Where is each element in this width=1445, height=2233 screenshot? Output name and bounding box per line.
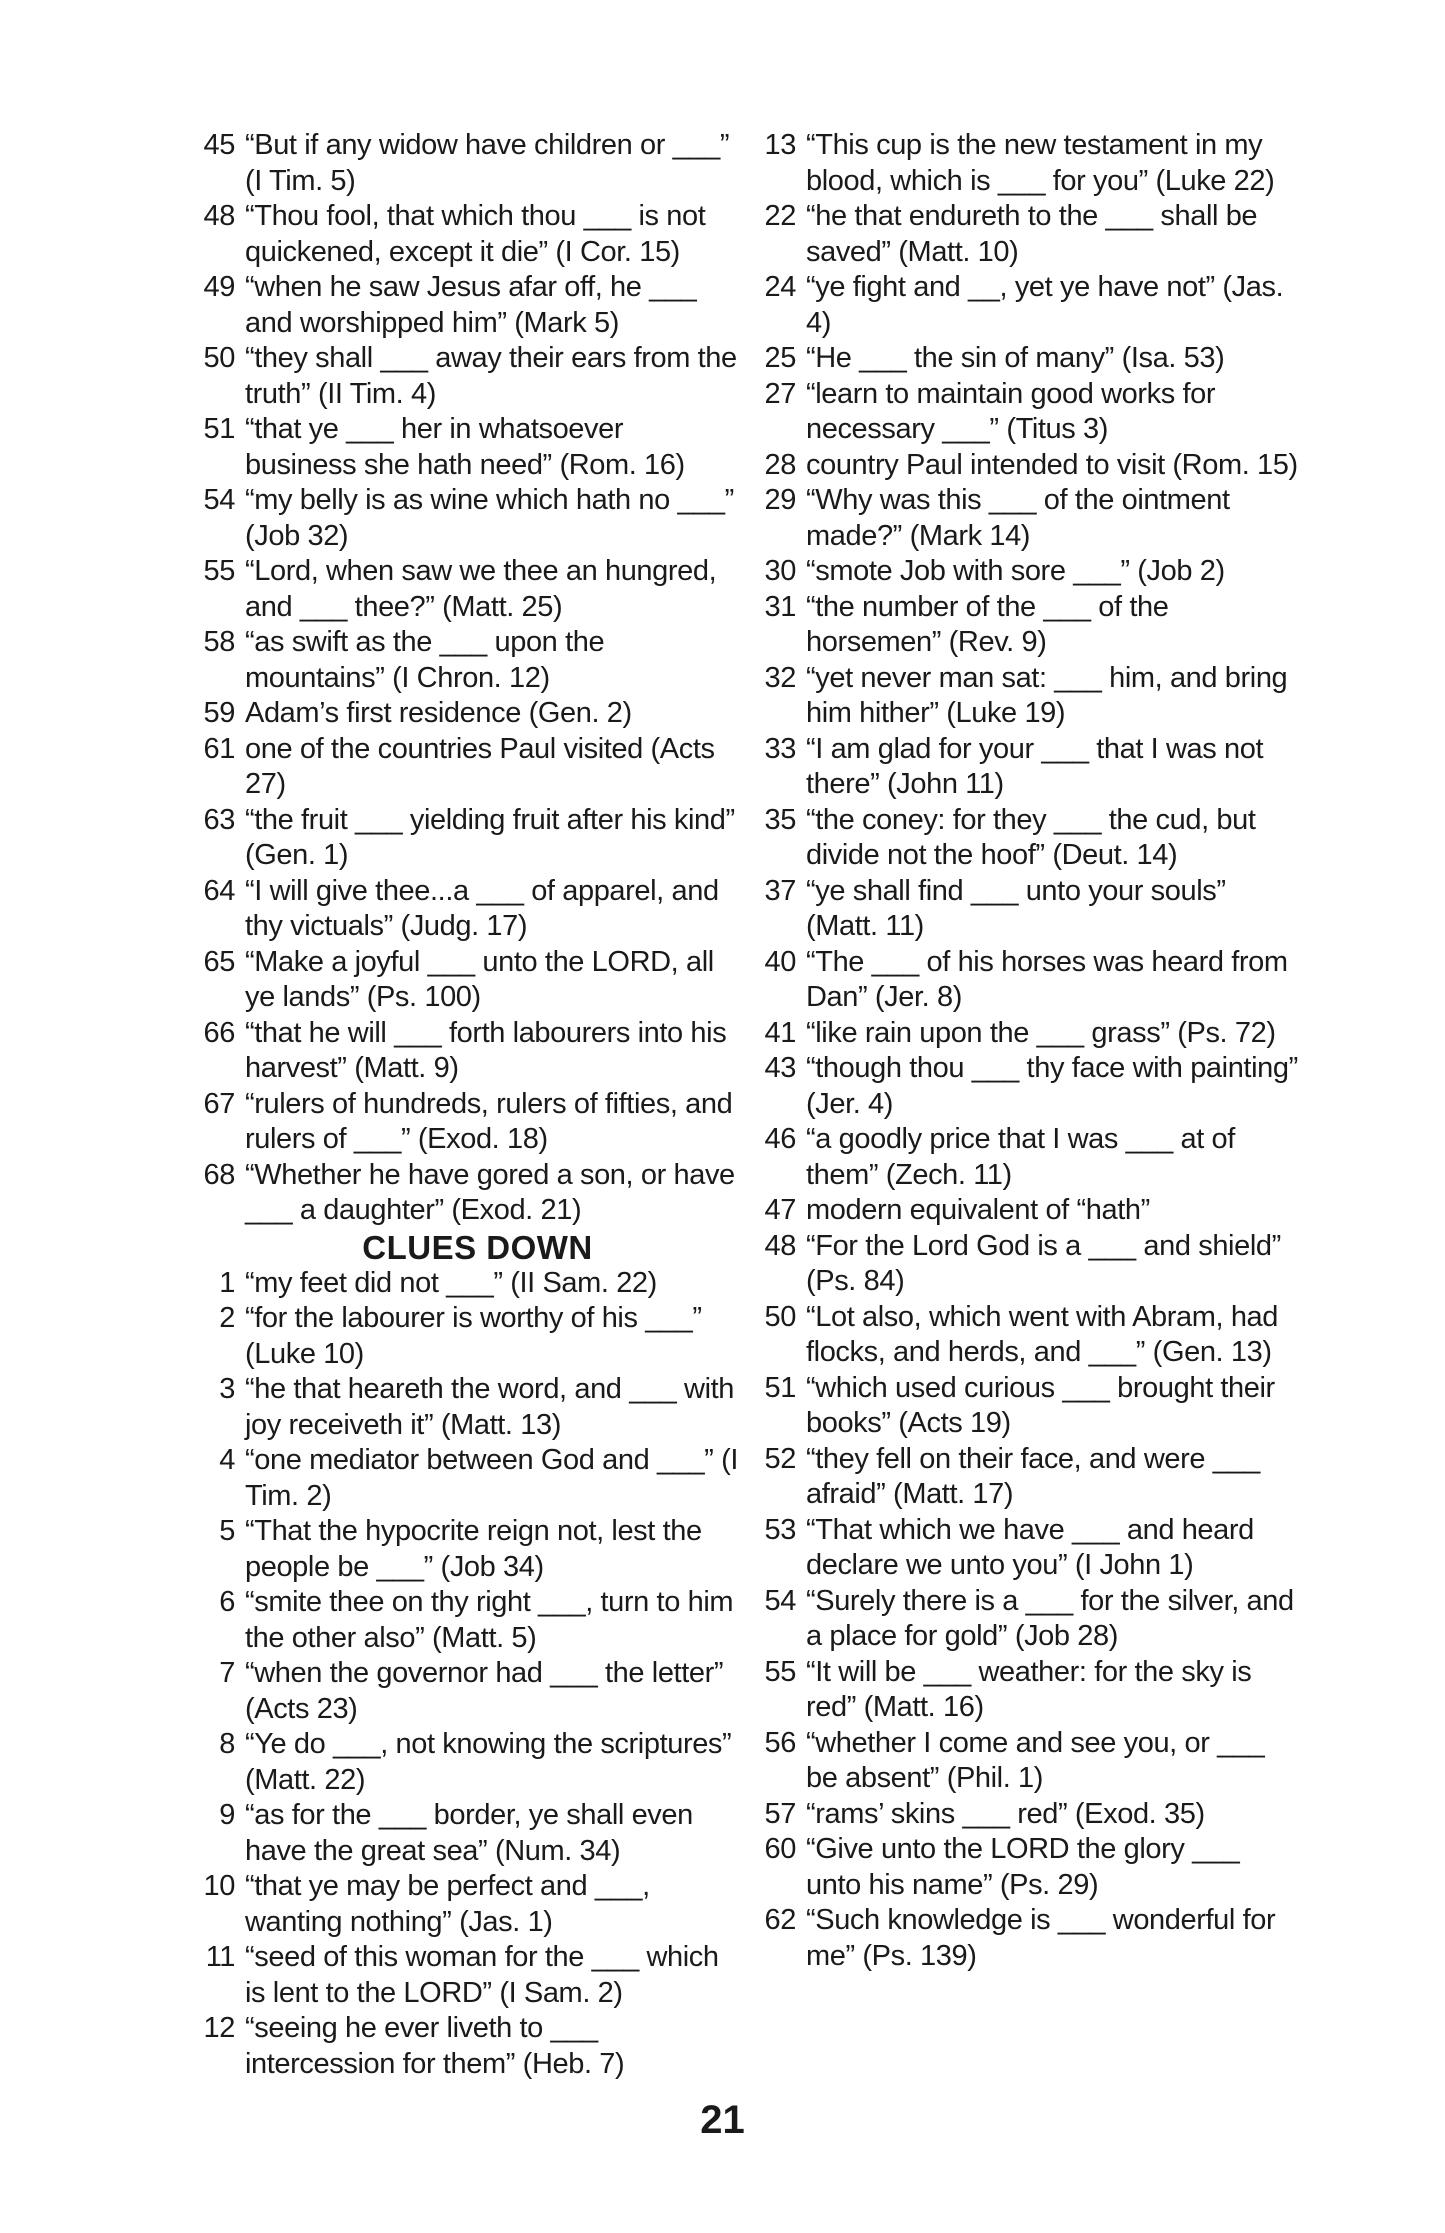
clue-number: 48 (203, 200, 235, 232)
clue-item (195, 945, 740, 1016)
clue-item (760, 554, 1300, 590)
clue-number: 61 (203, 732, 235, 765)
clue-item (195, 1727, 740, 1798)
clue-text: “smite thee on thy right ___, turn to him the other also” (Matt. 5) (245, 1586, 734, 1654)
clue-text: “seed of this woman for the ___ which is lent to the LORD” (I Sam. 2) (245, 1941, 719, 2009)
clue-text: “rulers of hundreds, rulers of fifties, and rulers of ___” (Exod. 18) (245, 1087, 733, 1155)
clue-item (195, 803, 740, 874)
clue-item (760, 1903, 1300, 1974)
clue-number: 33 (764, 732, 796, 765)
clue-item (760, 803, 1300, 874)
clue-text: “Thou fool, that which thou ___ is not quickened, except it die” (I Cor. 15) (245, 200, 706, 268)
clue-number: 50 (764, 1300, 796, 1333)
clue-item (195, 1301, 740, 1372)
clue-text: “my feet did not ___” (II Sam. 22) (245, 1266, 657, 1299)
clue-item (760, 199, 1300, 270)
clue-item (760, 1655, 1300, 1726)
clue-number: 51 (764, 1371, 796, 1404)
clue-text: “he that heareth the word, and ___ with joy receiveth it” (Matt. 13) (245, 1373, 735, 1441)
clue-number: 4 (219, 1444, 235, 1476)
clue-text: “ye shall find ___ unto your souls” (Matt. 11) (806, 874, 1226, 942)
clue-number: 65 (203, 945, 235, 978)
clue-text: “though thou ___ thy face with painting” (Jer. 4) (806, 1052, 1298, 1120)
clue-number: 54 (764, 1584, 796, 1617)
page-number: 21 (700, 2098, 745, 2142)
clue-number: 29 (764, 484, 796, 516)
clue-number: 1 (219, 1266, 235, 1299)
clue-item (760, 590, 1300, 661)
clue-text: “But if any widow have children or ___” (I Tim. 5) (245, 129, 730, 197)
down-clues (195, 1266, 740, 2083)
clue-number: 53 (764, 1513, 796, 1546)
clue-number: 55 (764, 1655, 796, 1688)
clue-number: 50 (203, 342, 235, 374)
clue-text: “that he will ___ forth labourers into his harvest” (Matt. 9) (245, 1016, 727, 1084)
clue-item (195, 1266, 740, 1302)
clue-item (195, 1656, 740, 1727)
clue-number: 6 (219, 1586, 235, 1618)
clue-text: “they fell on their face, and were ___ afraid” (Matt. 17) (806, 1442, 1260, 1510)
clue-item (195, 341, 740, 412)
clue-item (195, 1940, 740, 2011)
clue-text: “Lord, when saw we thee an hungred, and ___ thee?” (Matt. 25) (245, 555, 717, 623)
clue-text: “Make a joyful ___ unto the LORD, all ye lands” (Ps. 100) (245, 945, 714, 1013)
clue-text: “The ___ of his horses was heard from Dan” (Jer. 8) (806, 945, 1288, 1013)
clue-text: “Such knowledge is ___ wonderful for me” (Ps. 139) (806, 1904, 1276, 1972)
clue-text: “Give unto the LORD the glory ___ unto his name” (Ps. 29) (806, 1833, 1240, 1901)
clue-text: “Ye do ___, not knowing the scriptures” (Matt. 22) (245, 1728, 732, 1796)
clue-item (760, 1442, 1300, 1513)
clue-text: “they shall ___ away their ears from the truth” (II Tim. 4) (245, 342, 737, 410)
clue-number: 30 (764, 555, 796, 587)
clue-item (195, 696, 740, 732)
clue-item (760, 1513, 1300, 1584)
clue-text: “when the governor had ___ the letter” (Acts 23) (245, 1657, 724, 1725)
clue-number: 46 (764, 1123, 796, 1155)
clue-item (195, 1443, 740, 1514)
clue-text: “yet never man sat: ___ him, and bring him hither” (Luke 19) (806, 661, 1288, 729)
clue-item (195, 128, 740, 199)
clue-number: 64 (203, 874, 235, 907)
clue-number: 3 (219, 1373, 235, 1405)
clue-item (760, 448, 1300, 484)
clue-number: 52 (764, 1442, 796, 1475)
clue-item (760, 483, 1300, 554)
clue-number: 37 (764, 874, 796, 907)
clue-number: 51 (203, 413, 235, 445)
clue-number: 24 (764, 271, 796, 303)
clue-number: 62 (764, 1904, 796, 1936)
clue-number: 32 (764, 661, 796, 694)
clue-number: 60 (764, 1833, 796, 1865)
clue-item (195, 1585, 740, 1656)
clue-number: 54 (203, 484, 235, 516)
clue-item (760, 874, 1300, 945)
clue-text: “the number of the ___ of the horsemen” (Rev. 9) (806, 590, 1169, 658)
clue-text: “learn to maintain good works for necessary ___” (Titus 3) (806, 377, 1216, 445)
clue-number: 11 (205, 1941, 235, 1973)
clue-number: 63 (203, 803, 235, 836)
clue-item (760, 1371, 1300, 1442)
clue-number: 31 (764, 590, 796, 623)
clue-number: 41 (764, 1016, 796, 1049)
clue-text: “that ye may be perfect and ___, wanting nothing” (Jas. 1) (245, 1870, 650, 1938)
clue-item (760, 945, 1300, 1016)
clue-item (195, 412, 740, 483)
clue-number: 22 (764, 200, 796, 232)
clue-text: “Why was this ___ of the ointment made?” (Mark 14) (806, 484, 1230, 552)
clue-number: 68 (203, 1158, 235, 1191)
right-column (760, 128, 1300, 1974)
clue-item (760, 1832, 1300, 1903)
clue-number: 12 (203, 2012, 235, 2044)
clue-text: “He ___ the sin of many” (Isa. 53) (806, 342, 1225, 374)
clue-item (195, 1869, 740, 1940)
clue-text: “Whether he have gored a son, or have ___ a daughter” (Exod. 21) (245, 1158, 735, 1226)
clue-number: 13 (764, 129, 796, 161)
clue-item (195, 625, 740, 696)
clue-item (195, 554, 740, 625)
clue-item (195, 2011, 740, 2082)
clue-item (195, 874, 740, 945)
clue-text: “when he saw Jesus afar off, he ___ and worshipped him” (Mark 5) (245, 271, 697, 339)
clue-text: “seeing he ever liveth to ___ intercession for them” (Heb. 7) (245, 2012, 625, 2080)
clue-item (760, 732, 1300, 803)
clue-item (760, 1797, 1300, 1833)
clue-item (195, 1087, 740, 1158)
clue-item (760, 1229, 1300, 1300)
clue-text: “That which we have ___ and heard declare we unto you” (I John 1) (806, 1513, 1254, 1581)
clue-text: “For the Lord God is a ___ and shield” (Ps. 84) (806, 1229, 1281, 1297)
clue-number: 7 (219, 1657, 235, 1689)
clue-text: “This cup is the new testament in my blood, which is ___ for you” (Luke 22) (806, 129, 1275, 197)
clue-item (760, 661, 1300, 732)
clue-text: Adam’s first residence (Gen. 2) (245, 697, 632, 729)
clue-item (760, 341, 1300, 377)
clue-number: 35 (764, 803, 796, 836)
clue-item (195, 1514, 740, 1585)
clue-item (195, 1158, 740, 1229)
clue-text: “he that endureth to the ___ shall be saved” (Matt. 10) (806, 200, 1258, 268)
left-column (195, 128, 740, 2082)
clue-number: 10 (203, 1870, 235, 1902)
clue-item (760, 377, 1300, 448)
clue-number: 8 (219, 1728, 235, 1760)
clue-text: “as for the ___ border, ye shall even have the great sea” (Num. 34) (245, 1799, 693, 1867)
across-clues-continued (195, 128, 740, 1229)
clue-number: 48 (764, 1229, 796, 1262)
clue-item (760, 128, 1300, 199)
clue-text: “rams’ skins ___ red” (Exod. 35) (806, 1797, 1205, 1830)
clue-text: “that ye ___ her in whatsoever business she hath need” (Rom. 16) (245, 413, 685, 481)
clue-number: 27 (764, 377, 796, 410)
clue-number: 9 (219, 1799, 235, 1831)
clue-number: 5 (219, 1515, 235, 1547)
clue-text: modern equivalent of “hath” (806, 1194, 1150, 1226)
clue-text: one of the countries Paul visited (Acts 27) (245, 732, 715, 800)
clue-item (195, 732, 740, 803)
clue-item (195, 1372, 740, 1443)
clue-number: 2 (219, 1302, 235, 1334)
clue-item (760, 270, 1300, 341)
clue-item (760, 1726, 1300, 1797)
clue-number: 40 (764, 945, 796, 978)
clue-number: 56 (764, 1726, 796, 1759)
clue-number: 49 (203, 271, 235, 303)
clue-text: “the fruit ___ yielding fruit after his kind” (Gen. 1) (245, 803, 735, 871)
clue-text: “I am glad for your ___ that I was not there” (John 11) (806, 732, 1264, 800)
clue-text: “one mediator between God and ___” (I Tim. 2) (245, 1444, 739, 1512)
clue-item (195, 1016, 740, 1087)
clue-text: “Lot also, which went with Abram, had flocks, and herds, and ___” (Gen. 13) (806, 1300, 1278, 1368)
clue-item (760, 1122, 1300, 1193)
clue-text: country Paul intended to visit (Rom. 15) (806, 448, 1298, 481)
clue-item (195, 483, 740, 554)
clue-number: 59 (203, 697, 235, 729)
clue-item (760, 1584, 1300, 1655)
clue-text: “which used curious ___ brought their books” (Acts 19) (806, 1371, 1275, 1439)
clue-number: 67 (203, 1087, 235, 1120)
clue-text: “That the hypocrite reign not, lest the people be ___” (Job 34) (245, 1515, 702, 1583)
clue-text: “whether I come and see you, or ___ be absent” (Phil. 1) (806, 1726, 1265, 1794)
clue-item (195, 199, 740, 270)
clue-text: “Surely there is a ___ for the silver, and a place for gold” (Job 28) (806, 1584, 1294, 1652)
clues-down-heading: CLUES DOWN (362, 1228, 593, 1266)
clue-text: “my belly is as wine which hath no ___” (Job 32) (245, 484, 734, 552)
clue-text: “like rain upon the ___ grass” (Ps. 72) (806, 1016, 1276, 1049)
clue-text: “as swift as the ___ upon the mountains” (I Chron. 12) (245, 626, 605, 694)
clue-number: 66 (203, 1016, 235, 1049)
clue-number: 57 (764, 1797, 796, 1830)
clue-item (195, 270, 740, 341)
clue-number: 43 (764, 1052, 796, 1084)
clue-number: 45 (203, 129, 235, 161)
clue-text: “a goodly price that I was ___ at of them” (Zech. 11) (806, 1123, 1235, 1191)
clue-item (195, 1798, 740, 1869)
clue-text: “smote Job with sore ___” (Job 2) (806, 555, 1225, 587)
clue-text: “I will give thee...a ___ of apparel, and thy victuals” (Judg. 17) (245, 874, 719, 942)
clue-item (760, 1016, 1300, 1052)
clue-number: 55 (203, 555, 235, 587)
clue-text: “ye fight and __, yet ye have not” (Jas. 4) (806, 271, 1284, 339)
clue-number: 28 (764, 448, 796, 481)
clue-item (760, 1300, 1300, 1371)
clue-item (760, 1051, 1300, 1122)
clue-text: “for the labourer is worthy of his ___” (Luke 10) (245, 1302, 702, 1370)
clue-item (760, 1193, 1300, 1229)
clue-text: “the coney: for they ___ the cud, but divide not the hoof” (Deut. 14) (806, 803, 1256, 871)
clue-number: 25 (764, 342, 796, 374)
clue-number: 47 (764, 1194, 796, 1226)
down-clues-continued (760, 128, 1300, 1974)
clue-number: 58 (203, 626, 235, 658)
clue-text: “It will be ___ weather: for the sky is red” (Matt. 16) (806, 1655, 1252, 1723)
